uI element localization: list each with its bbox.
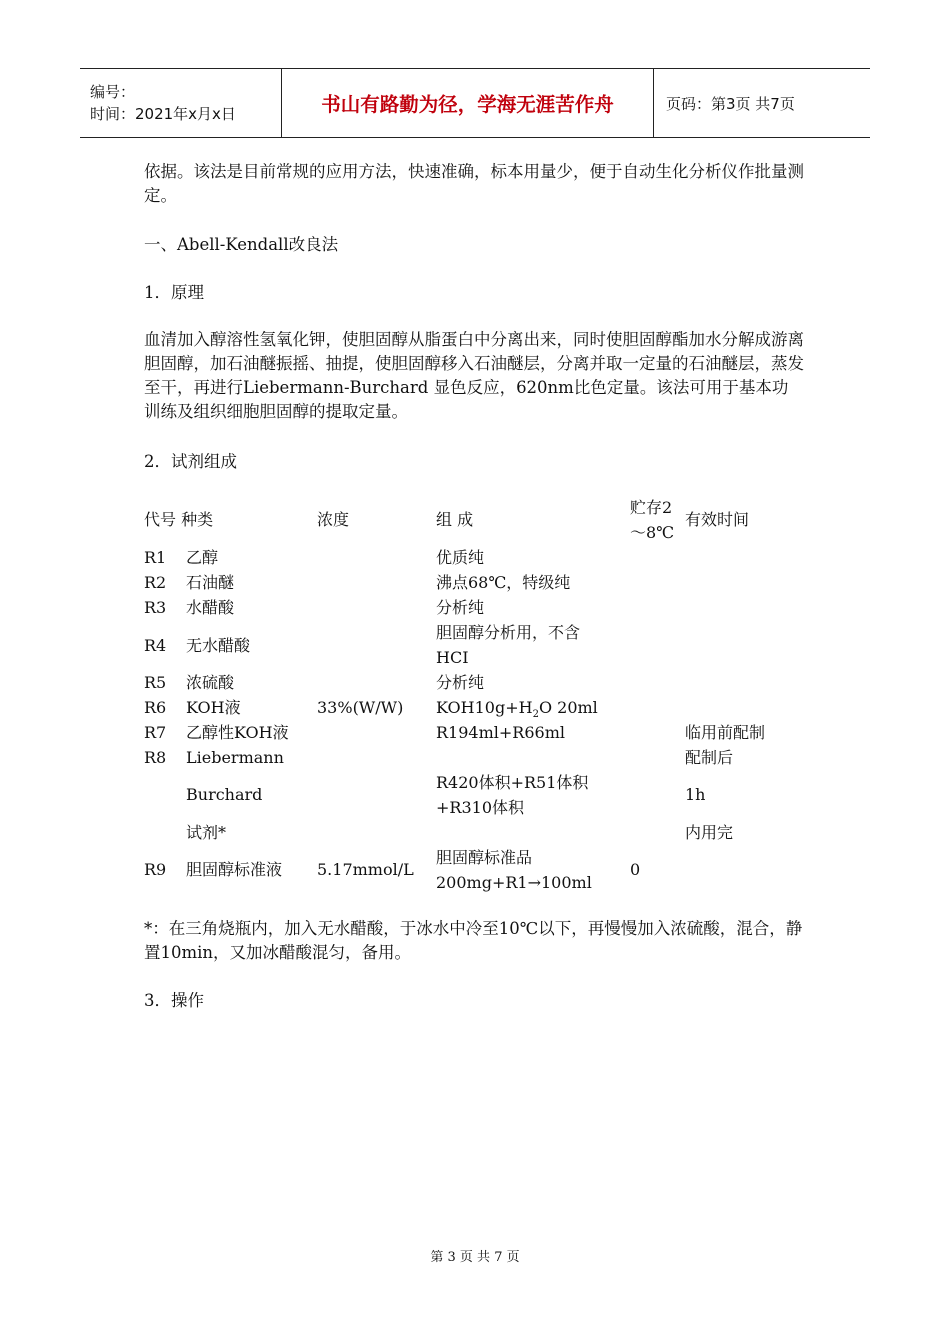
row-r7-type: 乙醇性KOH液 — [186, 723, 289, 742]
row-r2-type: 石油醚 — [186, 573, 235, 592]
row-r1-composition: 优质纯 — [436, 548, 485, 567]
row-r8-composition-line1: R420体积+R51体积 — [436, 773, 589, 792]
row-r9-concentration: 5.17mmol/L — [317, 860, 414, 879]
col-header-code-type: 代号 种类 — [144, 510, 214, 529]
col-header-concentration: 浓度 — [317, 510, 350, 529]
row-r3-code: R3 — [144, 598, 167, 617]
row-r5-composition: 分析纯 — [436, 673, 485, 692]
row-r4-type: 无水醋酸 — [186, 636, 251, 655]
row-r9-code: R9 — [144, 860, 167, 879]
header-meta — [80, 69, 282, 137]
document-number-label: 编号： — [90, 83, 136, 101]
row-r3-composition: 分析纯 — [436, 598, 485, 617]
row-r4-code: R4 — [144, 636, 167, 655]
row-r2-composition: 沸点68℃，特级纯 — [436, 573, 571, 592]
row-r9-composition-line2: 200mg+R1→100ml — [436, 873, 592, 892]
subsection-title-operation: 3．操作 — [144, 991, 204, 1010]
row-r5-type: 浓硫酸 — [186, 673, 235, 692]
row-r8-validity-line2: 1h — [685, 785, 706, 804]
intro-paragraph: 依据。该法是目前常规的应用方法，快速准确，标本用量少，便于自动生化分析仪作批量测定。 — [144, 162, 804, 205]
header-page-label: 页码：第3页 共7页 — [666, 94, 795, 113]
row-r2-code: R2 — [144, 573, 167, 592]
page-header — [80, 68, 870, 138]
document-time-label: 时间：2021年x月x日 — [90, 105, 236, 123]
section-title-abell-kendall: 一、Abell-Kendall改良法 — [144, 235, 339, 254]
subsection-title-reagents: 2．试剂组成 — [144, 452, 237, 471]
row-r5-code: R5 — [144, 673, 167, 692]
row-r9-type: 胆固醇标准液 — [186, 860, 283, 879]
header-motto: 书山有路勤为径，学海无涯苦作舟 — [282, 69, 654, 137]
col-header-storage-line2: ～8℃ — [630, 523, 675, 542]
row-r6-concentration: 33%(W/W) — [317, 698, 404, 717]
subsection-title-principle: 1．原理 — [144, 283, 204, 302]
row-r8-validity-line3: 内用完 — [685, 823, 734, 842]
principle-paragraph: 血清加入醇溶性氢氧化钾，使胆固醇从脂蛋白中分离出来，同时使胆固醇酯加水分解成游离胆固醇，加石油醚振摇、抽提，使胆固醇移入石油醚层，分离并取一定量的石油醚层，蒸发至干，再进行Liebermann-Burchard 显色反应，620nm比色定量。该法可用于基本功训练及组织细胞胆固醇的提取定量。 — [144, 330, 804, 421]
row-r8-code: R8 — [144, 748, 167, 767]
row-r6-code: R6 — [144, 698, 167, 717]
page-footer: 第 3 页 共 7 页 — [430, 1250, 520, 1265]
row-r4-composition-line1: 胆固醇分析用，不含 — [436, 623, 581, 642]
row-r3-type: 水醋酸 — [186, 598, 235, 617]
row-r6-composition-subscript: 2 — [532, 709, 539, 721]
row-r8-type-line1: Liebermann — [186, 748, 284, 767]
row-r7-code: R7 — [144, 723, 167, 742]
row-r1-type: 乙醇 — [186, 548, 219, 567]
row-r1-code: R1 — [144, 548, 167, 567]
row-r4-composition-line2: HCI — [436, 648, 469, 667]
footnote-paragraph: *：在三角烧瓶内，加入无水醋酸，于冰水中冷至10℃以下，再慢慢加入浓硫酸，混合，静置10min，又加冰醋酸混匀，备用。 — [144, 919, 803, 962]
row-r9-composition-line1: 胆固醇标准品 — [436, 848, 533, 867]
row-r6-composition-post: O 20ml — [538, 698, 598, 717]
row-r8-validity-line1: 配制后 — [685, 748, 734, 767]
row-r8-type-line2: Burchard — [186, 785, 263, 804]
row-r6-composition-pre: KOH10g+H — [436, 698, 533, 717]
row-r7-validity: 临用前配制 — [685, 723, 766, 742]
col-header-composition: 组 成 — [436, 510, 474, 529]
row-r6-type: KOH液 — [186, 698, 241, 717]
row-r7-composition: R194ml+R66ml — [436, 723, 565, 742]
row-r9-storage: 0 — [630, 860, 641, 879]
col-header-storage-line1: 贮存2 — [630, 498, 673, 517]
col-header-validity: 有效时间 — [685, 510, 750, 529]
row-r8-composition-line2: +R310体积 — [436, 798, 524, 817]
row-r8-type-line3: 试剂* — [186, 823, 227, 842]
